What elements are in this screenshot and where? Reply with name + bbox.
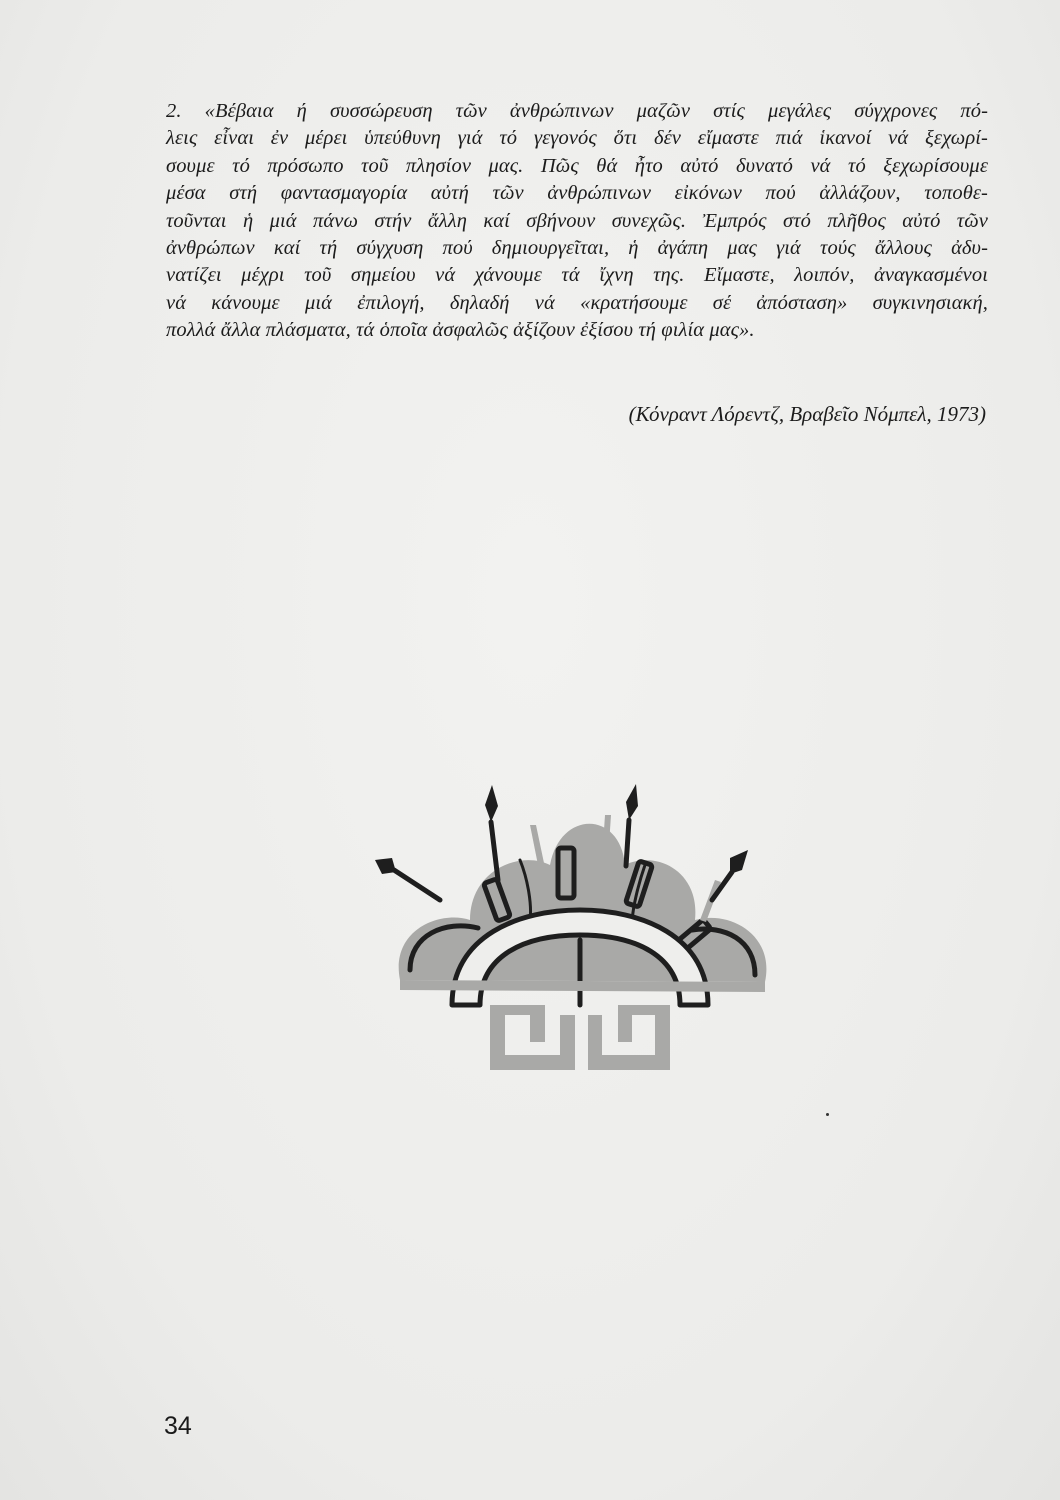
quote-line: μέσα στή φαντασμαγορία αὐτή τῶν ἀνθρώπινων εἰκόνων πού ἀλλάζουν, τοποθε- [166, 182, 988, 205]
quote-line: νά κάνουμε μιά ἐπιλογή, δηλαδή νά «κρατήσουμε σέ ἀπόσταση» συγκινησιακή, [166, 291, 988, 314]
ornament-branch [530, 825, 544, 865]
page-number: 34 [164, 1412, 192, 1440]
ornament-stalk [626, 820, 629, 866]
quote-line: 2. «Βέβαια ή συσσώρευση τῶν ἀνθρώπινων μαζῶν στίς μεγάλες σύγχρονες πό- [166, 100, 988, 122]
quote-line: λεις εἶναι ἐν μέρει ὑπεύθυνη γιά τό γεγονός ὅτι δέν εἴμαστε πιά ἱκανοί νά ξεχωρί- [166, 127, 988, 150]
quote-line: νατίζει μέχρι τοῦ σημείου νά χάνουμε τά ἴχνη της. Εἴμαστε, λοιπόν, ἀναγκασμένοι [166, 264, 988, 287]
ornament-base [400, 980, 765, 992]
ornament-leaf [626, 784, 638, 820]
quote-line: σουμε τό πρόσωπο τοῦ πλησίον μας. Πῶς θά ἦτο αὐτό δυνατό νά τό ξεχωρίσουμε [166, 154, 988, 177]
sun-ornament-icon [370, 770, 790, 1090]
quote-line: τοῦνται ἡ μιά πάνω στήν ἄλλη καί σβήνουν συνεχῶς. Ἐμπρός στό πλῆθος αὐτό τῶν [166, 209, 988, 232]
quote-line: ἀνθρώπων καί τή σύγχυση πού δημιουργεῖται, ἡ ἀγάπη μας γιά τούς ἄλλους ἀδυ- [166, 237, 988, 260]
ornament-stalk [394, 870, 440, 900]
quote-block [166, 98, 988, 345]
ornament-stalk [491, 822, 498, 880]
ornament-leaf [485, 785, 498, 822]
speck [826, 1113, 829, 1116]
quote-line: πολλά ἄλλα πλάσματα, τά ὁποῖα ἀσφαλῶς ἀξίζουν ἐξίσου τή φιλία μας». [166, 319, 755, 342]
ornament-meander [588, 1005, 670, 1070]
ornament-meander [490, 1005, 575, 1070]
quote-attribution: (Κόνραντ Λόρεντζ, Βραβεῖο Νόμπελ, 1973) [628, 402, 986, 426]
